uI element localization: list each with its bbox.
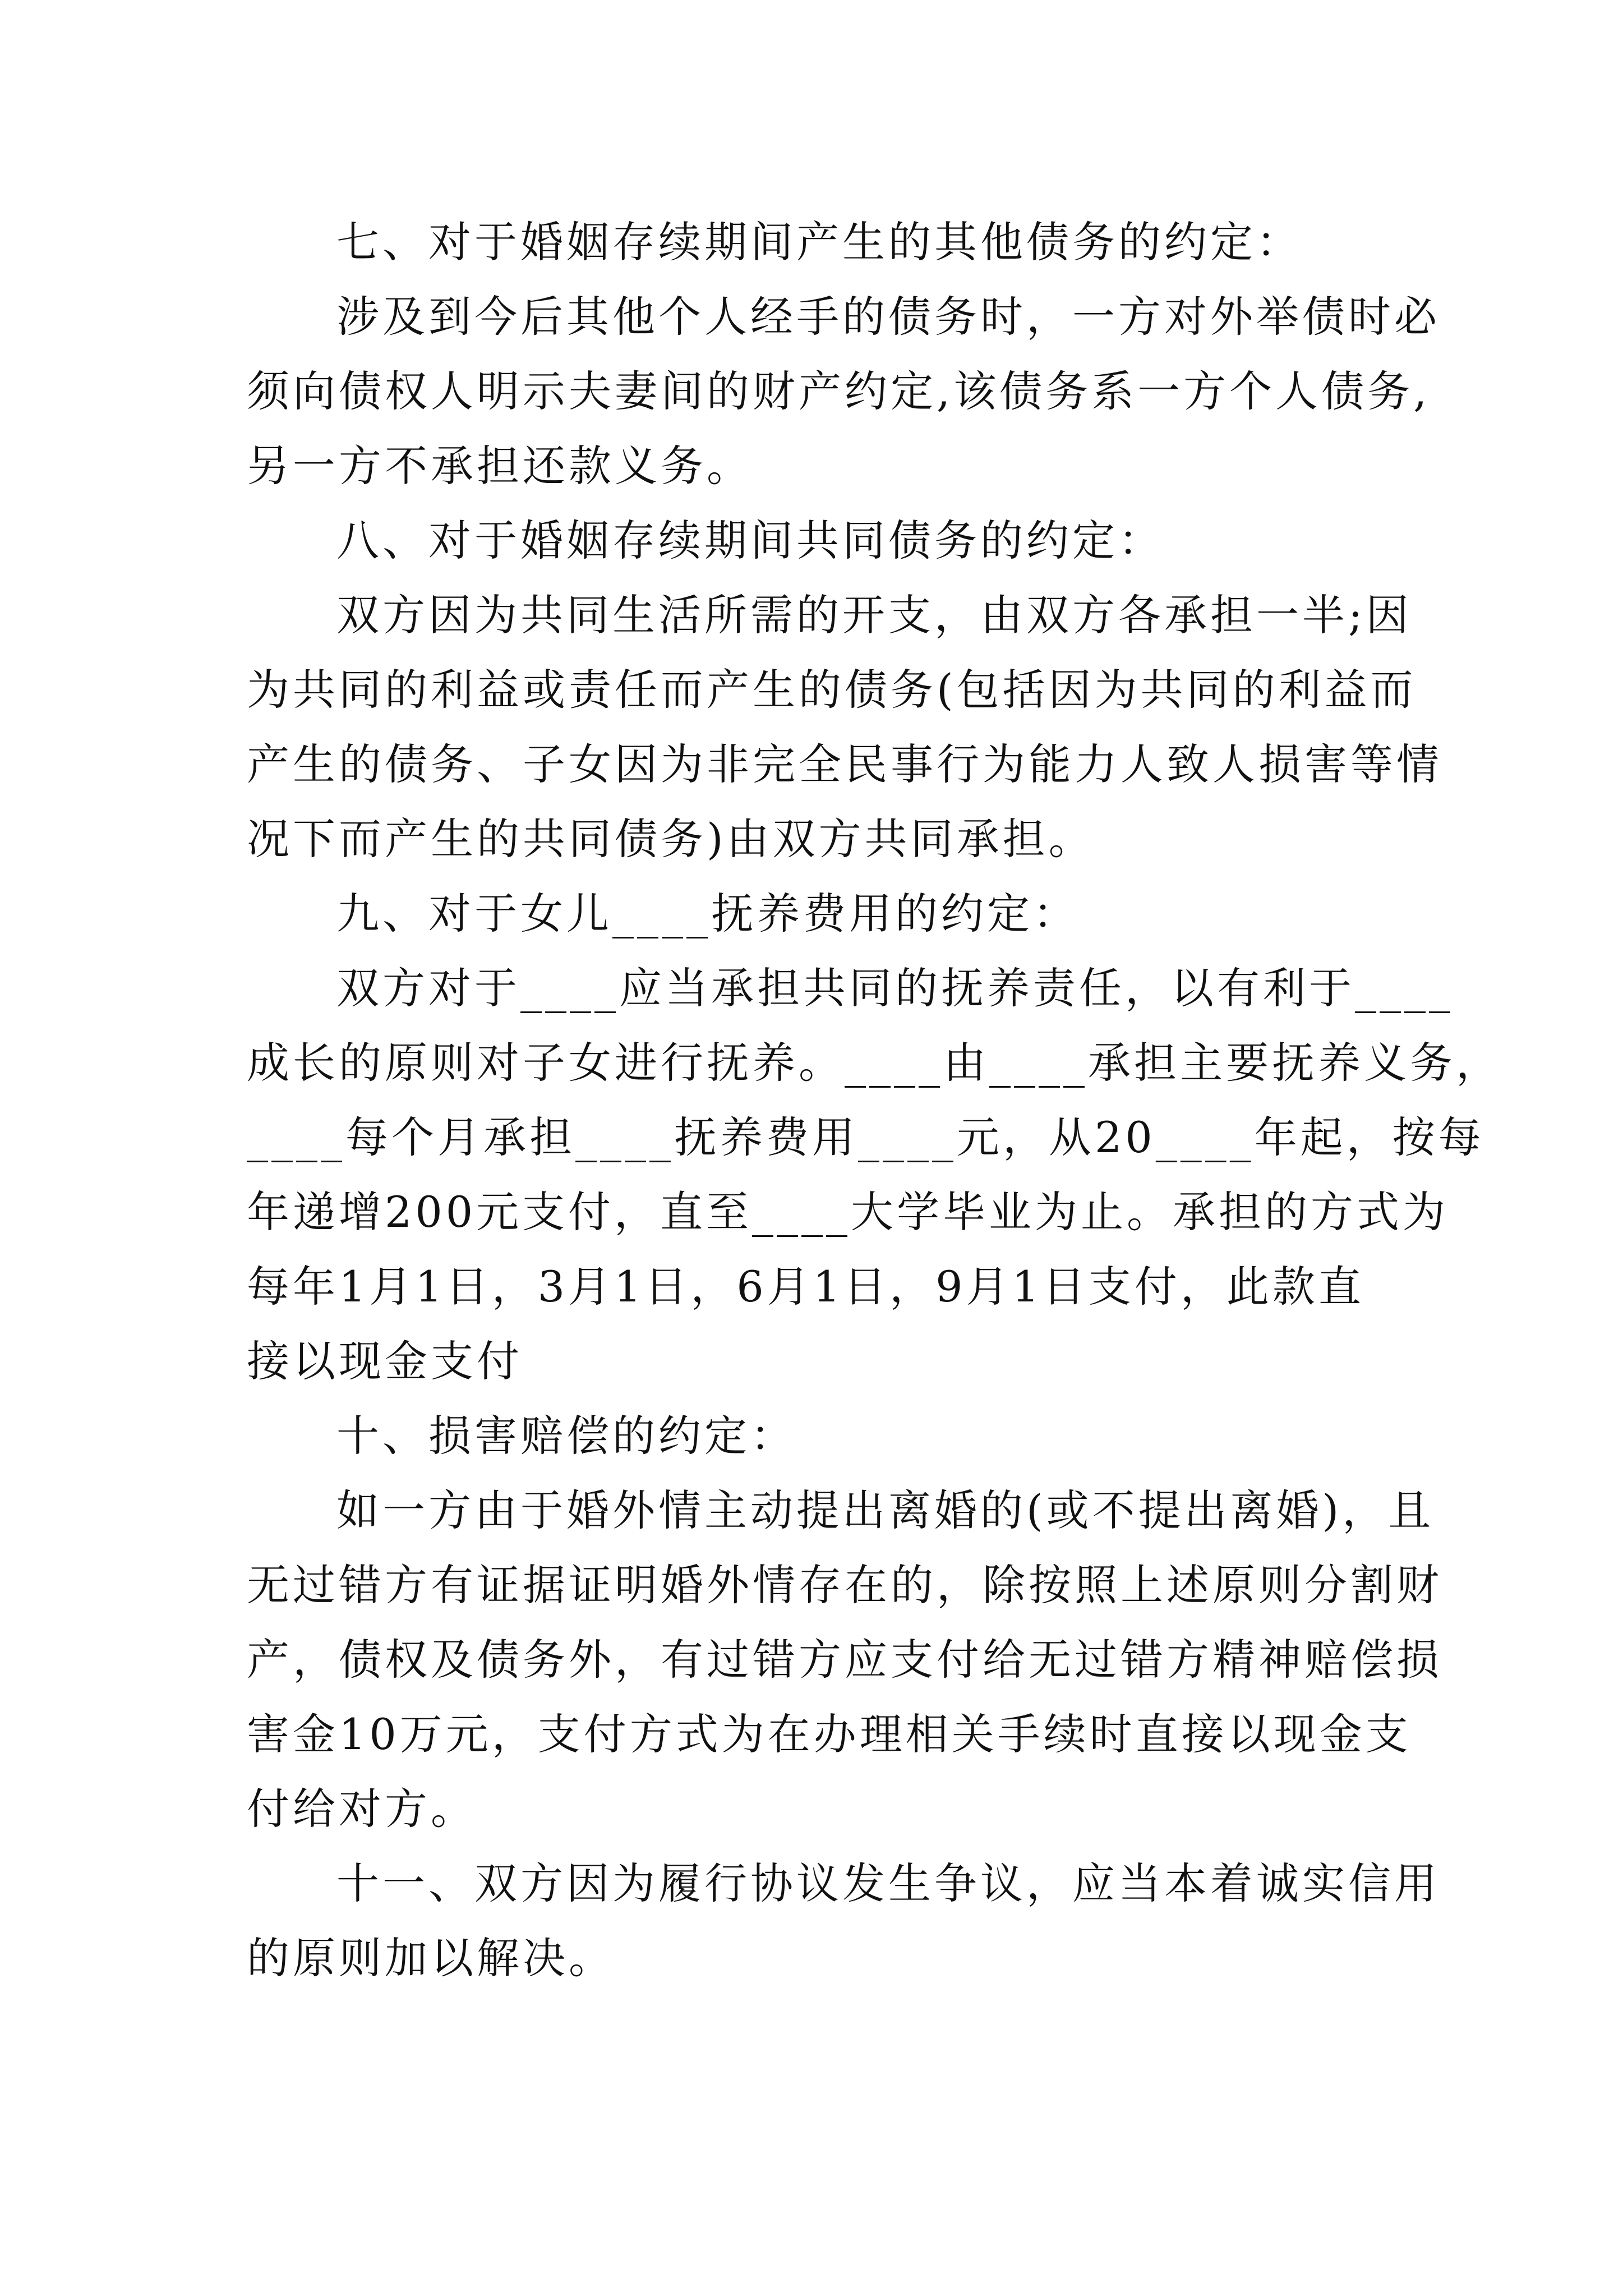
clause-9-text-line: 年递增200元支付，直至____大学毕业为止。承担的方式为 (247, 1187, 1449, 1237)
document-body (247, 205, 1502, 1995)
clause-9-text-line: 成长的原则对子女进行抚养。____由____承担主要抚养义务， (247, 1038, 1502, 1088)
clause-9-text-line: 接以现金支付 (247, 1336, 523, 1386)
clause-8-text-line: 况下而产生的共同债务)由双方共同承担。 (247, 814, 1095, 864)
clause-7-heading: 七、对于婚姻存续期间产生的其他债务的约定： (336, 217, 1302, 267)
clause-7-text-line: 须向债权人明示夫妻间的财产约定,该债务系一方个人债务, (247, 366, 1431, 416)
clause-8-text-line: 产生的债务、子女因为非完全民事行为能力人致人损害等情 (247, 739, 1442, 789)
clause-10-text-line: 付给对方。 (247, 1784, 477, 1834)
clause-8-heading: 八、对于婚姻存续期间共同债务的约定： (336, 516, 1164, 565)
clause-7-text-line: 涉及到今后其他个人经手的债务时，一方对外举债时必 (336, 292, 1440, 342)
clause-10-text-line: 产，债权及债务外，有过错方应支付给无过错方精神赔偿损 (247, 1635, 1442, 1685)
clause-9-text-line: 每年1月1日，3月1日，6月1日，9月1日支付，此款直 (247, 1262, 1364, 1312)
clause-10-text-line: 如一方由于婚外情主动提出离婚的(或不提出离婚)，且 (336, 1485, 1435, 1535)
clause-8-text-line: 为共同的利益或责任而产生的债务(包括因为共同的利益而 (247, 665, 1417, 715)
clause-7-text-line: 另一方不承担还款义务。 (247, 441, 753, 491)
clause-9-heading: 九、对于女儿____抚养费用的约定： (336, 889, 1079, 938)
clause-9-text-line: ____每个月承担____抚养费用____元，从20____年起，按每 (247, 1112, 1484, 1162)
clause-10-text-line: 害金10万元，支付方式为在办理相关手续时直接以现金支 (247, 1709, 1412, 1759)
clause-10-heading: 十、损害赔偿的约定： (336, 1411, 796, 1461)
clause-8-text-line: 双方因为共同生活所需的开支，由双方各承担一半;因 (336, 590, 1412, 640)
clause-11-text-line: 十一、双方因为履行协议发生争议，应当本着诚实信用 (336, 1858, 1440, 1908)
clause-9-text-line: 双方对于____应当承担共同的抚养责任，以有利于____ (336, 963, 1454, 1013)
clause-11-text-line: 的原则加以解决。 (247, 1933, 615, 1983)
clause-10-text-line: 无过错方有证据证明婚外情存在的，除按照上述原则分割财 (247, 1560, 1442, 1610)
